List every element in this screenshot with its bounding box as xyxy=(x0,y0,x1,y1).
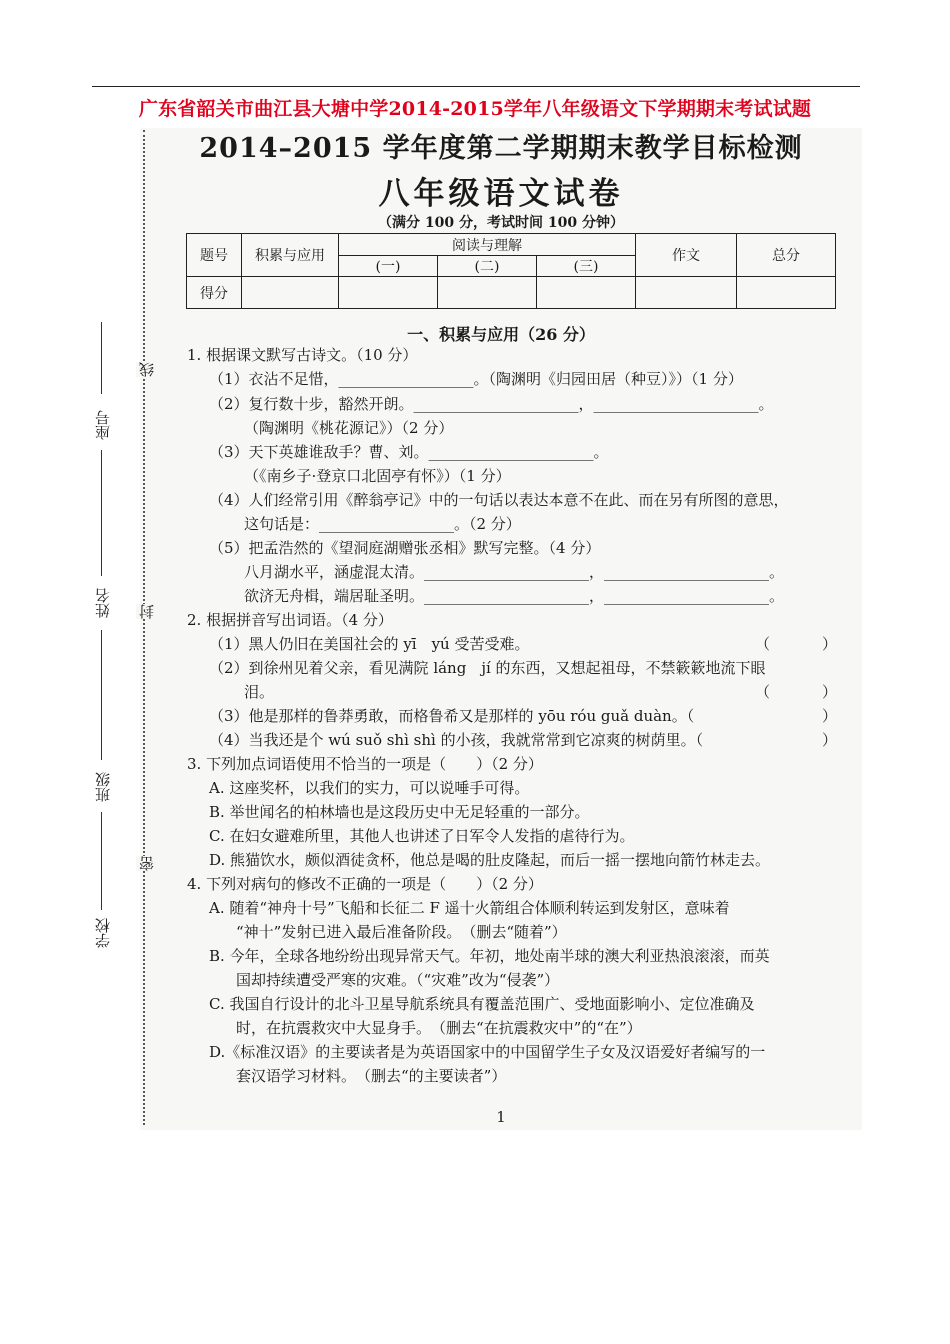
answer-paren-close: ） xyxy=(822,731,838,749)
exam-title: 2014–2015 学年度第二学期期末教学目标检测 xyxy=(199,133,803,164)
answer-paren-close: ） xyxy=(822,635,838,653)
question-4-option-c: C. 我国自行设计的北斗卫星导航系统具有覆盖范围广、受地面影响小、定位准确及 xyxy=(209,995,755,1013)
score-table-col-total: 总分 xyxy=(737,234,836,277)
score-table xyxy=(186,233,836,309)
document-title: 广东省韶关市曲江县大塘中学2014-2015学年八年级语文下学期期末考试试题 xyxy=(138,98,812,120)
paper-title: 八年级语文试卷 xyxy=(378,176,624,212)
score-cell xyxy=(339,277,438,309)
score-table-sub3: (三) xyxy=(537,256,636,277)
question-4-option-d-cont: 套汉语学习材料。 （删去“的主要读者”） xyxy=(236,1067,507,1085)
question-1-3: （3）天下英雄谁敌手？曹、刘。______________________。 xyxy=(209,443,609,461)
question-3-option-b: B. 举世闻名的柏林墙也是这段历史中无足轻重的一部分。 xyxy=(209,803,590,821)
margin-mark-line: 线 xyxy=(138,362,156,377)
question-1: 1. 根据课文默写古诗文。（10 分） xyxy=(187,346,418,364)
score-cell xyxy=(438,277,537,309)
section-title: 一、积累与应用（26 分） xyxy=(407,325,595,344)
question-3: 3. 下列加点词语使用不恰当的一项是（ ）（2 分） xyxy=(187,755,543,773)
page-number: 1 xyxy=(496,1108,506,1126)
answer-paren-open: （ xyxy=(755,683,771,701)
name-label: 姓名 xyxy=(94,588,112,618)
score-table-sub2: (二) xyxy=(438,256,537,277)
question-1-5: （5）把孟浩然的《望洞庭湖赠张丞相》默写完整。（4 分） xyxy=(209,539,601,557)
question-3-option-c: C. 在妇女避难所里，其他人也讲述了日军令人发指的虐待行为。 xyxy=(209,827,635,845)
score-table-col-reading: 阅读与理解 xyxy=(339,234,636,256)
score-table-col-essay: 作文 xyxy=(636,234,737,277)
binding-line xyxy=(143,130,145,1125)
answer-paren-close: ） xyxy=(822,683,838,701)
question-4-option-a: A. 随着“神舟十号”飞船和长征二 F 遥十火箭组合体顺利转运到发射区，意味着 xyxy=(209,899,730,917)
question-2-1: （1）黑人仍旧在美国社会的 yī yú 受苦受难。 xyxy=(209,635,530,653)
question-4-option-a-cont: “神十”发射已进入最后准备阶段。 （删去“随着”） xyxy=(236,923,567,941)
seat-underline xyxy=(101,322,102,394)
question-1-2: （2）复行数十步，豁然开朗。______________________，______________________。 xyxy=(209,395,774,413)
question-1-2-source: （陶渊明《桃花源记》）（2 分） xyxy=(244,419,454,437)
name-underline xyxy=(101,450,102,576)
margin-mark-secret: 密 xyxy=(138,856,156,871)
question-2: 2. 根据拼音写出词语。（4 分） xyxy=(187,611,393,629)
paper-note: （满分 100 分，考试时间 100 分钟） xyxy=(378,215,624,231)
score-table-sub1: (一) xyxy=(339,256,438,277)
question-1-5-line1: 八月湖水平，涵虚混太清。______________________，______________________。 xyxy=(244,563,785,581)
question-3-option-a: A. 这座奖杯，以我们的实力，可以说唾手可得。 xyxy=(209,779,530,797)
score-table-col-accum: 积累与应用 xyxy=(242,234,339,277)
question-1-1: （1）衣沾不足惜，__________________。（陶渊明《归园田居（种豆）》）（1 分） xyxy=(209,370,743,388)
question-4-option-d: D.《标准汉语》的主要读者是为英语国家中的中国留学生子女及汉语爱好者编写的一 xyxy=(209,1043,766,1061)
answer-paren-open: （ xyxy=(755,635,771,653)
question-2-3: （3）他是那样的鲁莽勇敢，而格鲁希又是那样的 yōu róu guǎ duàn。（ xyxy=(209,707,695,725)
question-3-option-d: D. 熊猫饮水，颇似酒徒贪杯，他总是喝的肚皮隆起，而后一摇一摆地向箭竹林走去。 xyxy=(209,851,771,869)
score-cell xyxy=(737,277,836,309)
question-1-5-line2: 欲济无舟楫，端居耻圣明。______________________，______________________。 xyxy=(244,587,785,605)
margin-mark-seal: 封 xyxy=(138,604,156,619)
class-underline xyxy=(101,630,102,760)
top-rule xyxy=(92,86,860,87)
question-2-4: （4）当我还是个 wú suǒ shì shì 的小孩，我就常常到它凉爽的树荫里。（ xyxy=(209,731,704,749)
score-table-row-label: 题号 xyxy=(187,234,242,277)
school-label: 学校 xyxy=(94,918,112,948)
question-1-4: （4）人们经常引用《醉翁亭记》中的一句话以表达本意不在此、而在另有所图的意思， xyxy=(209,491,789,509)
question-2-2: （2）到徐州见着父亲，看见满院 láng jí 的东西，又想起祖母，不禁簌簌地流下眼 xyxy=(209,659,766,677)
question-4-option-b-cont: 国却持续遭受严寒的灾难。（“灾难”改为“侵袭”） xyxy=(236,971,560,989)
class-label: 班级 xyxy=(94,772,112,802)
school-underline xyxy=(101,812,102,910)
seat-label: 座号 xyxy=(94,410,112,440)
score-cell xyxy=(242,277,339,309)
question-1-4-cont: 这句话是：__________________。（2 分） xyxy=(244,515,521,533)
question-1-3-source: （《南乡子·登京口北固亭有怀》）（1 分） xyxy=(244,467,511,485)
question-4-option-c-cont: 时，在抗震救灾中大显身手。 （删去“在抗震救灾中”的“在”） xyxy=(236,1019,642,1037)
score-cell xyxy=(537,277,636,309)
answer-paren-close: ） xyxy=(822,707,838,725)
question-4: 4. 下列对病句的修改不正确的一项是（ ）（2 分） xyxy=(187,875,543,893)
score-table-score-label: 得分 xyxy=(187,277,242,309)
question-4-option-b: B. 今年，全球各地纷纷出现异常天气。年初，地处南半球的澳大利亚热浪滚滚，而英 xyxy=(209,947,770,965)
question-2-2-cont: 泪。 xyxy=(244,683,275,701)
score-cell xyxy=(636,277,737,309)
